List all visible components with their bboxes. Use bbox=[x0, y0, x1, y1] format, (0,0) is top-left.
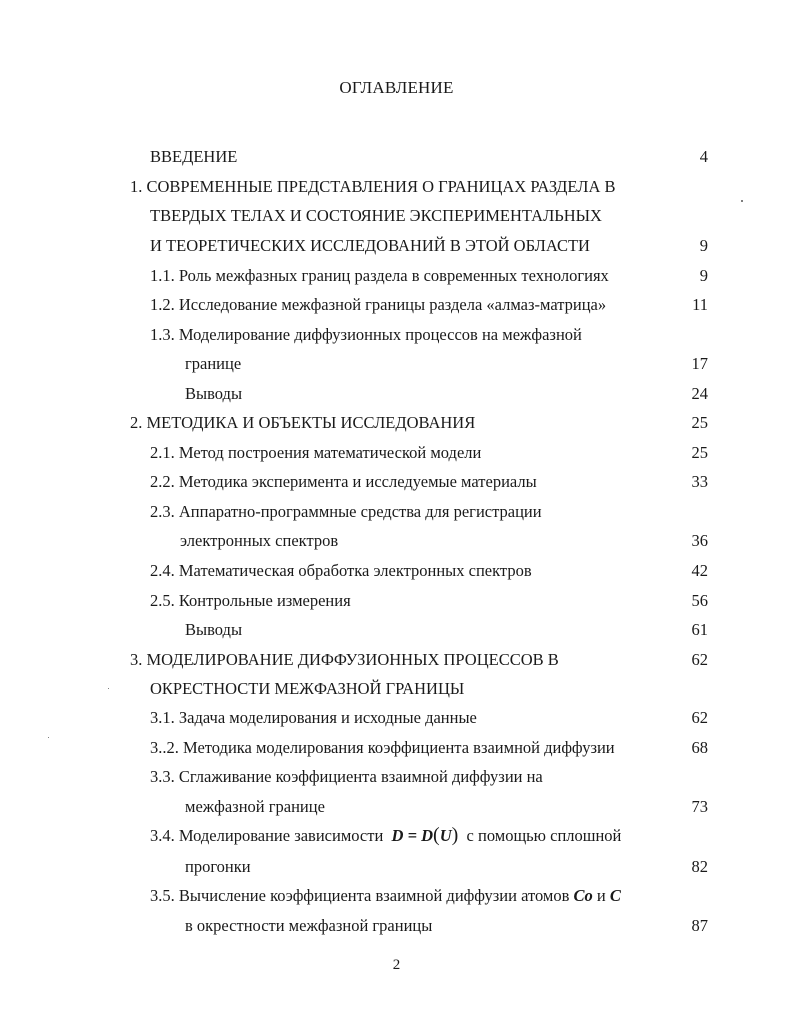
toc-entry-3-5-text: 3.5. Вычисление коэффициента взаимной диффузии атомов bbox=[150, 886, 570, 905]
toc-page-ch3: 62 bbox=[691, 650, 708, 669]
formula-arg: U bbox=[439, 826, 452, 845]
toc-entry-1-2: 1.2. Исследование межфазной границы раздела «алмаз-матрица» bbox=[150, 295, 607, 314]
toc-entry-ch2: 2. МЕТОДИКА И ОБЪЕКТЫ ИССЛЕДОВАНИЯ bbox=[130, 413, 476, 432]
toc-page-2-2: 33 bbox=[691, 472, 708, 491]
toc-page-1-3: 17 bbox=[691, 354, 708, 373]
toc-page-3-3: 73 bbox=[691, 797, 708, 816]
toc-entry-ch1-line3: И ТЕОРЕТИЧЕСКИХ ИССЛЕДОВАНИЙ В ЭТОЙ ОБЛАСТИ bbox=[150, 236, 590, 255]
toc-page-intro: 4 bbox=[699, 147, 708, 166]
toc-page-ch1: 9 bbox=[699, 236, 708, 255]
toc-entry-1-1: 1.1. Роль межфазных границ раздела в современных технологиях bbox=[150, 266, 609, 285]
toc-entry-3-5-line2: в окрестности межфазной границы bbox=[185, 916, 433, 935]
toc-page-2-1: 25 bbox=[691, 443, 708, 462]
scan-speck bbox=[48, 737, 49, 738]
scan-speck bbox=[108, 688, 109, 689]
toc-entry-ch1-line1: 1. СОВРЕМЕННЫЕ ПРЕДСТАВЛЕНИЯ О ГРАНИЦАХ РАЗДЕЛА В bbox=[130, 177, 616, 196]
atom-c: C bbox=[609, 886, 621, 905]
toc-page-2-4: 42 bbox=[691, 561, 708, 580]
toc-page-3-1: 62 bbox=[691, 708, 708, 727]
toc-page-1-1: 9 bbox=[699, 266, 708, 285]
toc-page-3-5: 87 bbox=[691, 916, 708, 935]
toc-entry-3-4-after: с помощью сплошной bbox=[466, 826, 622, 845]
toc-page-2-5: 56 bbox=[691, 591, 708, 610]
formula-fn: D bbox=[421, 826, 434, 845]
toc-page-conclusions-2: 61 bbox=[691, 620, 708, 639]
page-number: 2 bbox=[392, 957, 401, 973]
toc-entry-2-4: 2.4. Математическая обработка электронных спектров bbox=[150, 561, 532, 580]
toc-entry-intro: ВВЕДЕНИЕ bbox=[150, 147, 238, 166]
atom-conj: и bbox=[596, 886, 606, 905]
toc-entry-3-3-line1: 3.3. Сглаживание коэффициента взаимной диффузии на bbox=[150, 767, 543, 786]
toc-entry-1-3-line1: 1.3. Моделирование диффузионных процессов на межфазной bbox=[150, 325, 582, 344]
toc-page-2-3: 36 bbox=[691, 531, 708, 550]
toc-page-3-2: 68 bbox=[691, 738, 708, 757]
toc-entry-3-4-line2: прогонки bbox=[185, 857, 251, 876]
toc-entry-3-5-line1 bbox=[150, 886, 621, 906]
toc-entry-2-2: 2.2. Методика эксперимента и исследуемые материалы bbox=[150, 472, 537, 491]
toc-entry-conclusions-1: Выводы bbox=[185, 384, 243, 403]
toc-entry-2-1: 2.1. Метод построения математической модели bbox=[150, 443, 482, 462]
toc-entry-3-2: 3..2. Методика моделирования коэффициента взаимной диффузии bbox=[150, 738, 615, 757]
formula-lhs: D bbox=[391, 826, 404, 845]
toc-entry-ch1-line2: ТВЕРДЫХ ТЕЛАХ И СОСТОЯНИЕ ЭКСПЕРИМЕНТАЛЬНЫХ bbox=[150, 206, 602, 225]
toc-entry-2-3-line2: электронных спектров bbox=[180, 531, 339, 550]
toc-page-3-4: 82 bbox=[691, 857, 708, 876]
toc-entry-ch3-line1: 3. МОДЕЛИРОВАНИЕ ДИФФУЗИОННЫХ ПРОЦЕССОВ В bbox=[130, 650, 559, 669]
toc-entry-3-4-text: 3.4. Моделирование зависимости bbox=[150, 826, 384, 845]
toc-entry-3-3-line2: межфазной границе bbox=[185, 797, 325, 816]
toc-page-1-2: 11 bbox=[692, 295, 708, 314]
toc-page-conclusions-1: 24 bbox=[691, 384, 708, 403]
formula-d-of-u: D = D(U) bbox=[391, 824, 459, 846]
toc-entry-3-1: 3.1. Задача моделирования и исходные данные bbox=[150, 708, 477, 727]
toc-entry-ch3-line2: ОКРЕСТНОСТИ МЕЖФАЗНОЙ ГРАНИЦЫ bbox=[150, 679, 465, 698]
toc-entry-1-3-line2: границе bbox=[185, 354, 242, 373]
toc-title: ОГЛАВЛЕНИЕ bbox=[339, 78, 454, 97]
toc-entry-2-3-line1: 2.3. Аппаратно-программные средства для регистрации bbox=[150, 502, 542, 521]
toc-entry-3-4-line1 bbox=[150, 825, 621, 846]
atom-co: Co bbox=[573, 886, 593, 905]
toc-page-ch2: 25 bbox=[691, 413, 708, 432]
formula-eq: = bbox=[407, 826, 417, 845]
toc-entry-2-5: 2.5. Контрольные измерения bbox=[150, 591, 351, 610]
scan-speck bbox=[741, 200, 743, 202]
toc-entry-conclusions-2: Выводы bbox=[185, 620, 243, 639]
